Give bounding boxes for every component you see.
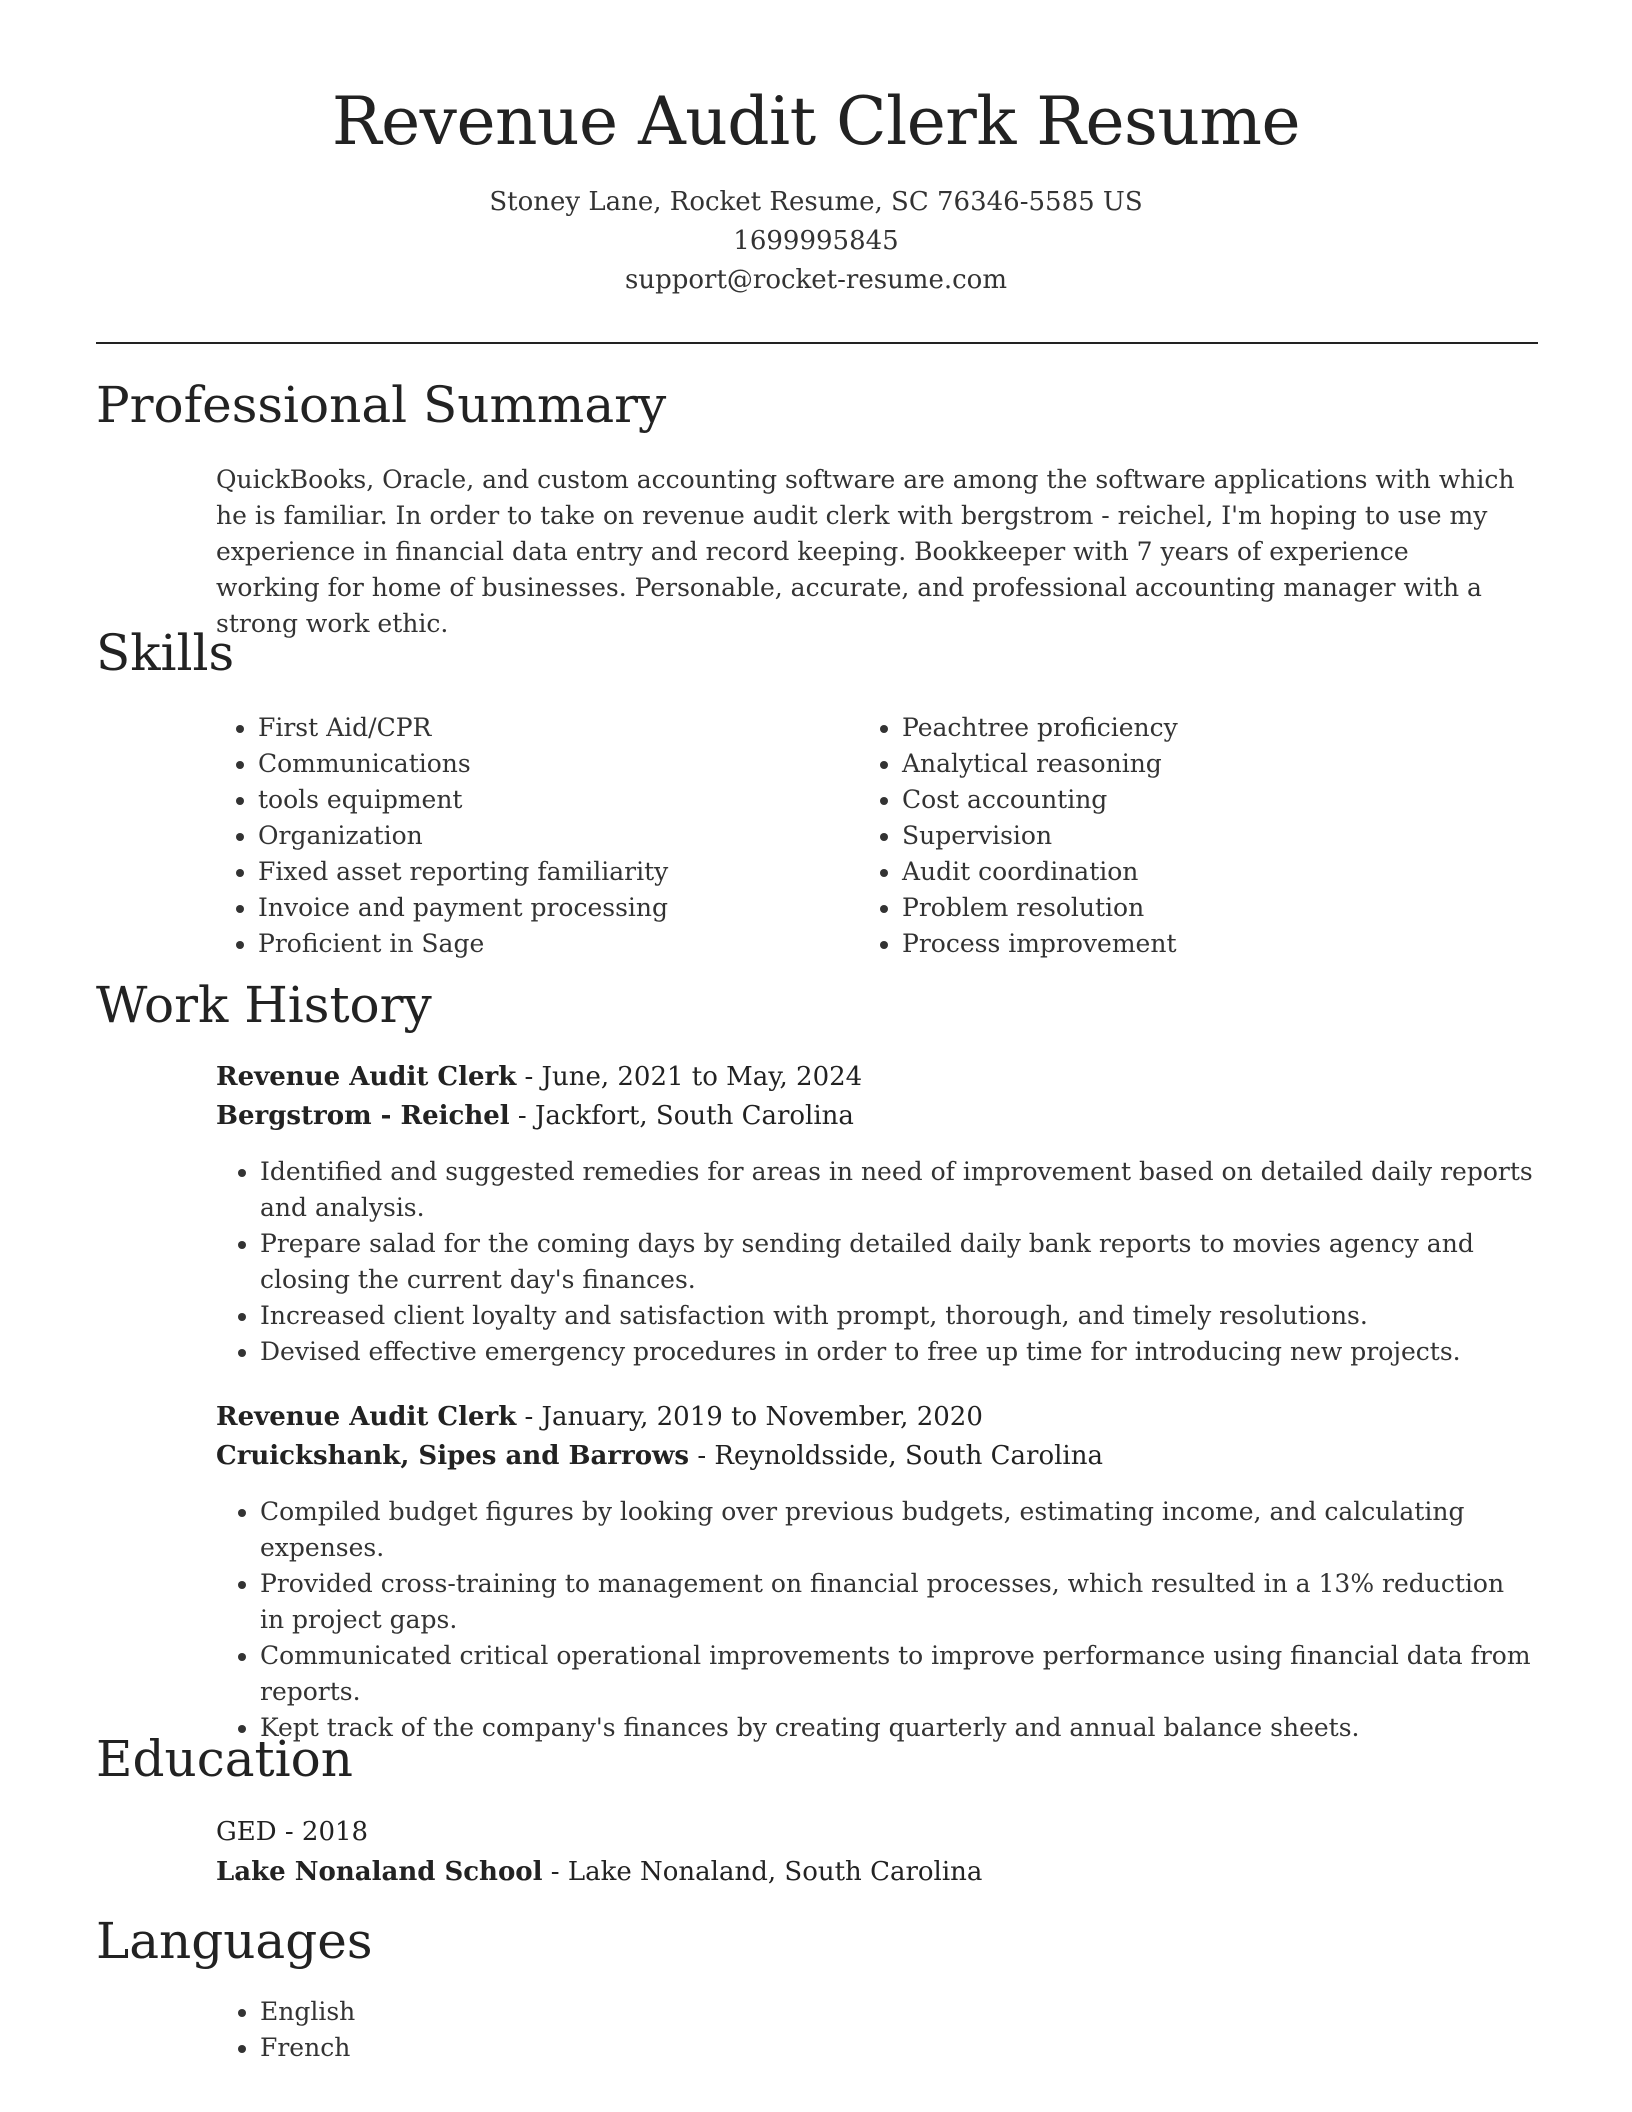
skill-item: • Proficient in Sage bbox=[258, 926, 668, 962]
job-title: Revenue Audit Clerk bbox=[216, 1402, 517, 1432]
degree-year: - 2018 bbox=[276, 1817, 369, 1847]
job-bullet: • Devised effective emergency procedures in order to free up time for introducing new projects. bbox=[260, 1334, 1536, 1370]
skill-item: • Supervision bbox=[902, 818, 1178, 854]
school-line bbox=[216, 1852, 982, 1892]
summary-heading: Professional Summary bbox=[96, 376, 667, 434]
skill-item: • Audit coordination bbox=[902, 854, 1178, 890]
skill-item: • Fixed asset reporting familiarity bbox=[258, 854, 668, 890]
education-heading: Education bbox=[96, 1730, 353, 1788]
degree-line bbox=[216, 1812, 982, 1852]
language-item: • English bbox=[260, 1994, 1536, 2030]
skill-item: • First Aid/CPR bbox=[258, 710, 668, 746]
skill-item: • Communications bbox=[258, 746, 668, 782]
page-title: Revenue Audit Clerk Resume bbox=[331, 83, 1301, 160]
job-2-bullets bbox=[216, 1494, 1536, 1746]
job-dates: - January, 2019 to November, 2020 bbox=[516, 1402, 983, 1432]
education-entry bbox=[216, 1812, 982, 1892]
job-bullet: • Communicated critical operational improvements to improve performance using financial data from reports. bbox=[260, 1638, 1536, 1710]
job-company: Cruickshank, Sipes and Barrows bbox=[216, 1441, 690, 1471]
address: Stoney Lane, Rocket Resume, SC 76346-5585 US bbox=[489, 187, 1143, 218]
job-company: Bergstrom - Reichel bbox=[216, 1101, 510, 1131]
contact-info bbox=[0, 183, 1632, 300]
job-2-title-line bbox=[216, 1398, 1103, 1437]
job-1-bullets bbox=[216, 1154, 1536, 1370]
job-bullet: • Identified and suggested remedies for areas in need of improvement based on detailed daily reports and analysis. bbox=[260, 1154, 1536, 1226]
phone: 1699995845 bbox=[733, 226, 899, 257]
skill-item: • tools equipment bbox=[258, 782, 668, 818]
job-bullet: • Compiled budget figures by looking over previous budgets, estimating income, and calculating expenses. bbox=[260, 1494, 1536, 1566]
job-bullet: • Prepare salad for the coming days by sending detailed daily bank reports to movies agency and closing the current day's finances. bbox=[260, 1226, 1536, 1298]
job-2-header bbox=[216, 1398, 1103, 1476]
summary-text: QuickBooks, Oracle, and custom accounting software are among the software applications with which he is familiar. In order to take on revenue audit clerk with bergstrom - reichel, I'm hoping to use my experience in financial data entry and record keeping. Bookkeeper with 7 years of experience working for home of businesses. Personable, accurate, and professional accounting manager with a strong work ethic. bbox=[216, 465, 1515, 638]
job-1-title-line bbox=[216, 1058, 862, 1097]
skill-item: • Peachtree proficiency bbox=[902, 710, 1178, 746]
school-name: Lake Nonaland School bbox=[216, 1857, 543, 1887]
work-history-heading: Work History bbox=[96, 976, 432, 1034]
languages-list bbox=[216, 1994, 1536, 2066]
job-1-header bbox=[216, 1058, 862, 1136]
job-bullet: • Increased client loyalty and satisfaction with prompt, thorough, and timely resolutions. bbox=[260, 1298, 1536, 1334]
skill-item: • Invoice and payment processing bbox=[258, 890, 668, 926]
resume-header bbox=[0, 0, 1632, 300]
job-dates: - June, 2021 to May, 2024 bbox=[516, 1062, 863, 1092]
job-2-company-line bbox=[216, 1437, 1103, 1476]
school-location: - Lake Nonaland, South Carolina bbox=[542, 1857, 983, 1887]
skill-item: • Analytical reasoning bbox=[902, 746, 1178, 782]
skill-item: • Cost accounting bbox=[902, 782, 1178, 818]
skills-left-column bbox=[214, 710, 668, 962]
job-location: - Jackfort, South Carolina bbox=[509, 1101, 854, 1131]
languages-heading: Languages bbox=[96, 1912, 373, 1970]
skill-item: • Process improvement bbox=[902, 926, 1178, 962]
header-divider bbox=[96, 342, 1538, 344]
skills-right-column bbox=[858, 710, 1178, 962]
skill-item: • Problem resolution bbox=[902, 890, 1178, 926]
email[interactable]: support@rocket-resume.com bbox=[624, 265, 1007, 296]
skills-heading: Skills bbox=[96, 624, 235, 682]
skill-item: • Organization bbox=[258, 818, 668, 854]
degree: GED bbox=[216, 1817, 277, 1847]
job-title: Revenue Audit Clerk bbox=[216, 1062, 517, 1092]
language-item: • French bbox=[260, 2030, 1536, 2066]
job-location: - Reynoldsside, South Carolina bbox=[689, 1441, 1103, 1471]
job-1-company-line bbox=[216, 1097, 862, 1136]
job-bullet: • Provided cross-training to management on financial processes, which resulted in a 13% reduction in project gaps. bbox=[260, 1566, 1536, 1638]
job-bullet: • Kept track of the company's finances by creating quarterly and annual balance sheets. bbox=[260, 1710, 1536, 1746]
